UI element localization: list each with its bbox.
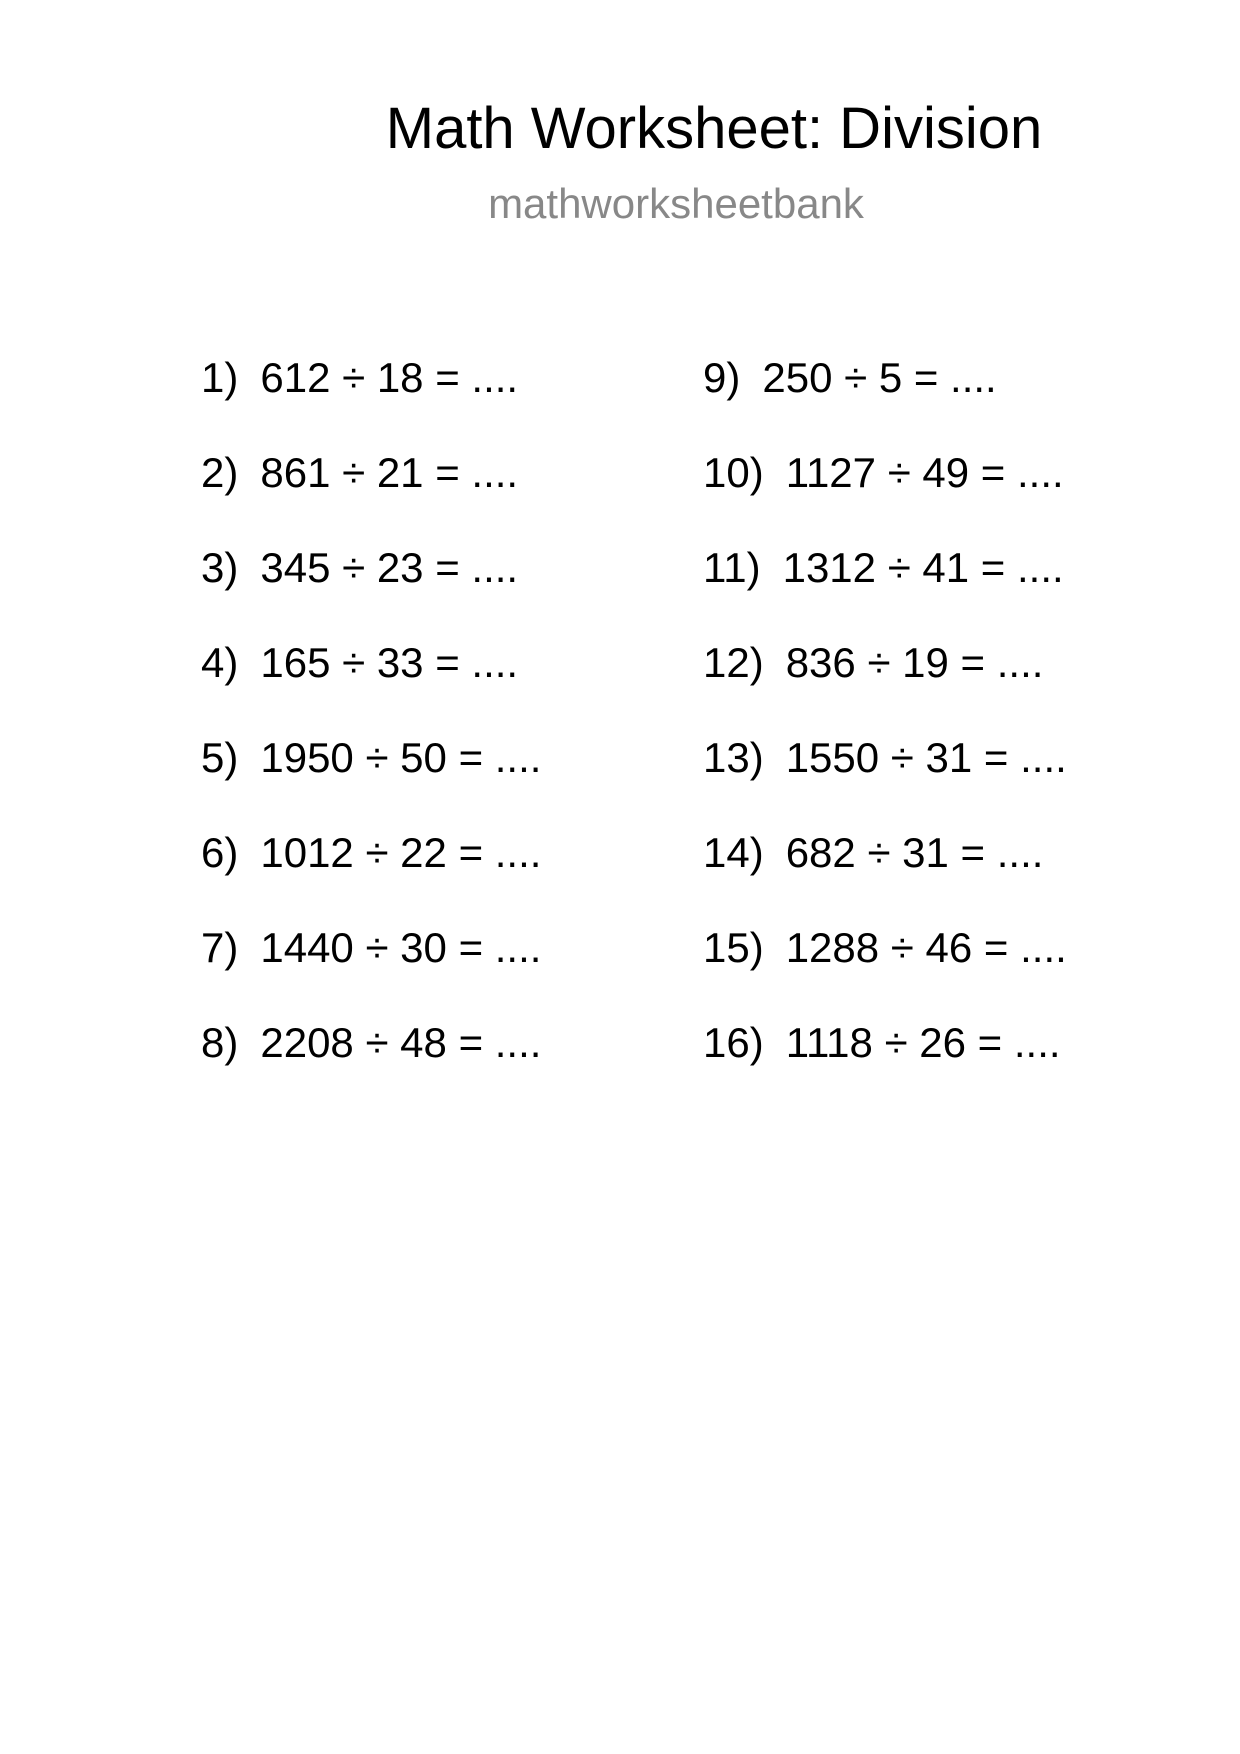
problem-5 bbox=[201, 735, 541, 830]
problem-expression: 2208 ÷ 48 = .... bbox=[260, 1019, 542, 1066]
problem-expression: 1288 ÷ 46 = .... bbox=[785, 924, 1067, 971]
problem-expression: 612 ÷ 18 = .... bbox=[260, 354, 519, 401]
problem-expression: 1950 ÷ 50 = .... bbox=[260, 734, 542, 781]
problem-number: 14) bbox=[703, 829, 764, 876]
problem-number: 2) bbox=[201, 449, 239, 496]
problem-number: 4) bbox=[201, 639, 239, 686]
problem-2 bbox=[201, 450, 541, 545]
problem-9 bbox=[703, 355, 1067, 450]
problem-number: 10) bbox=[703, 449, 764, 496]
problem-4 bbox=[201, 640, 541, 735]
problem-number: 15) bbox=[703, 924, 764, 971]
problem-number: 11) bbox=[703, 544, 761, 591]
problem-number: 16) bbox=[703, 1019, 764, 1066]
problem-expression: 682 ÷ 31 = .... bbox=[785, 829, 1044, 876]
problem-3 bbox=[201, 545, 541, 640]
problem-14 bbox=[703, 830, 1067, 925]
problem-expression: 861 ÷ 21 = .... bbox=[260, 449, 519, 496]
problem-number: 3) bbox=[201, 544, 239, 591]
problem-number: 6) bbox=[201, 829, 239, 876]
problem-8 bbox=[201, 1020, 541, 1115]
problem-expression: 1550 ÷ 31 = .... bbox=[785, 734, 1067, 781]
problem-16 bbox=[703, 1020, 1067, 1115]
problem-12 bbox=[703, 640, 1067, 735]
problem-number: 5) bbox=[201, 734, 239, 781]
problem-expression: 165 ÷ 33 = .... bbox=[260, 639, 519, 686]
problem-expression: 1440 ÷ 30 = .... bbox=[260, 924, 542, 971]
problem-number: 12) bbox=[703, 639, 764, 686]
problem-15 bbox=[703, 925, 1067, 1020]
problem-number: 9) bbox=[703, 354, 741, 401]
problem-1 bbox=[201, 355, 541, 450]
page-title: Math Worksheet: Division bbox=[385, 96, 1043, 161]
problem-expression: 345 ÷ 23 = .... bbox=[260, 544, 519, 591]
problem-expression: 1118 ÷ 26 = .... bbox=[785, 1019, 1061, 1066]
problem-expression: 1312 ÷ 41 = .... bbox=[782, 544, 1064, 591]
problem-11 bbox=[703, 545, 1067, 640]
problem-number: 7) bbox=[201, 924, 239, 971]
problem-expression: 836 ÷ 19 = .... bbox=[785, 639, 1044, 686]
problem-column-right bbox=[703, 355, 1067, 1115]
problem-expression: 250 ÷ 5 = .... bbox=[762, 354, 997, 401]
problem-column-left bbox=[201, 355, 541, 1115]
problem-number: 8) bbox=[201, 1019, 239, 1066]
problem-13 bbox=[703, 735, 1067, 830]
problem-expression: 1012 ÷ 22 = .... bbox=[260, 829, 542, 876]
problem-10 bbox=[703, 450, 1067, 545]
problem-7 bbox=[201, 925, 541, 1020]
problem-6 bbox=[201, 830, 541, 925]
problem-number: 1) bbox=[201, 354, 239, 401]
problem-expression: 1127 ÷ 49 = .... bbox=[785, 449, 1064, 496]
page-subtitle: mathworksheetbank bbox=[488, 180, 864, 227]
problem-number: 13) bbox=[703, 734, 764, 781]
